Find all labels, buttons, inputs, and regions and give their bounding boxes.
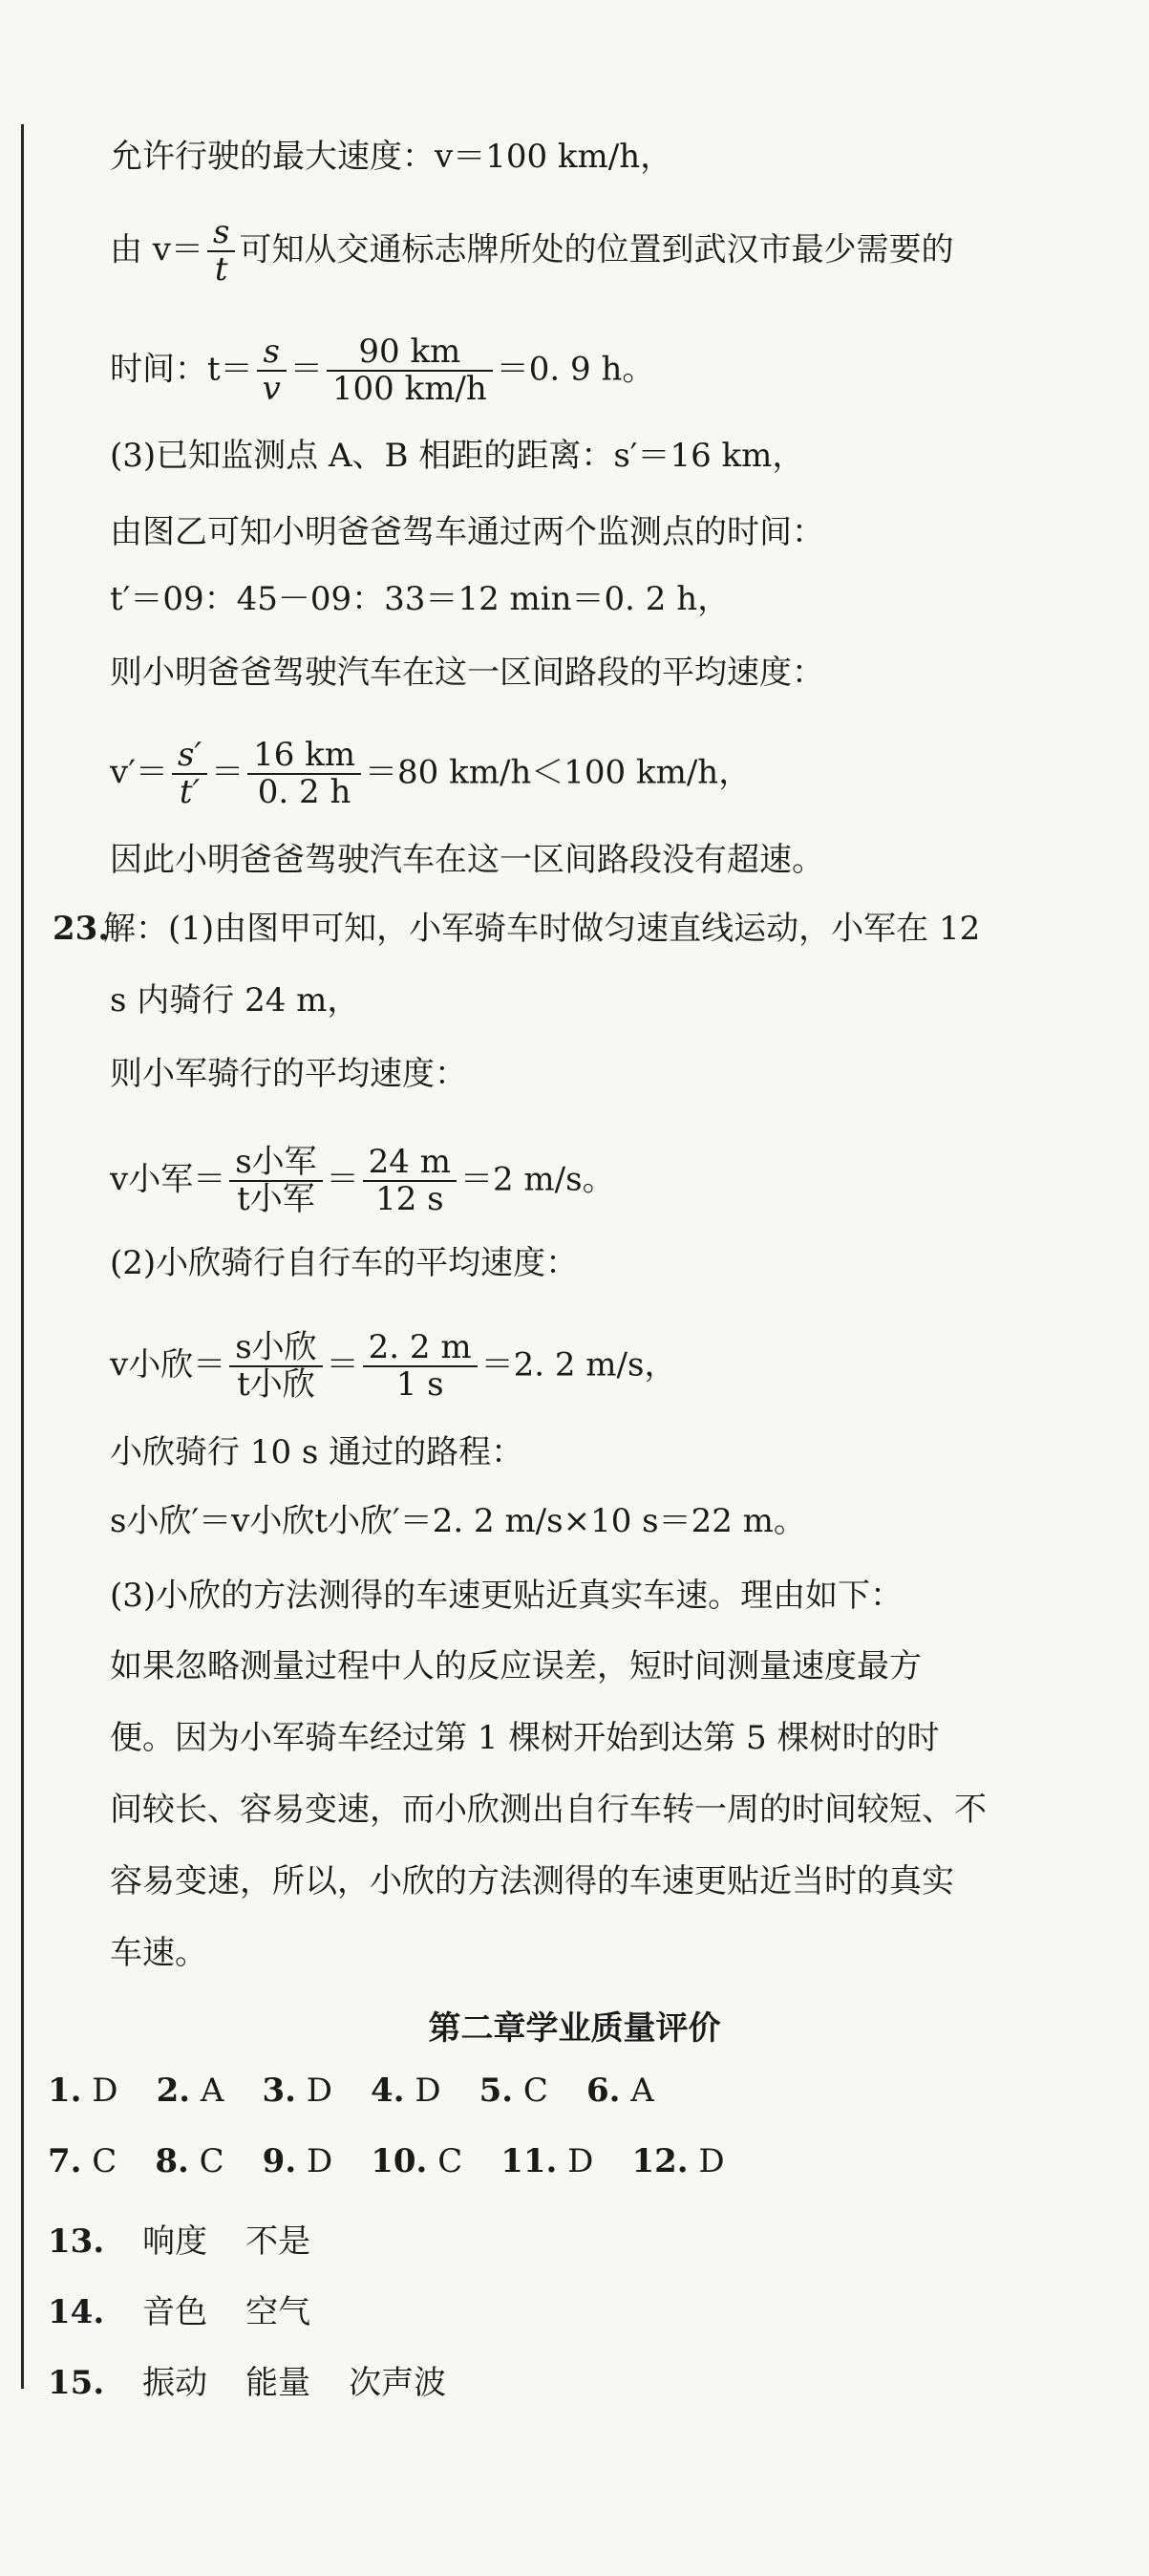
fraction: $\frac{\text{s小军}}{\text{t小军}}$ [229, 1145, 322, 1218]
fraction: $\frac{\text{s小欣}}{\text{t小欣}}$ [229, 1330, 322, 1404]
answer-number: 10. [371, 2142, 428, 2180]
question-number: 23. [53, 910, 110, 948]
answer-number: 11. [500, 2142, 558, 2180]
text-line: 小欣骑行 10 s 通过的路程： [110, 1433, 524, 1471]
text-line: (2)小欣骑行自行车的平均速度： [110, 1244, 579, 1282]
text-line: 由图乙可知小明爸爸驾车通过两个监测点的时间： [110, 513, 824, 551]
answer-number: 9. [262, 2142, 297, 2180]
text-line: t′＝09：45－09：33＝12 min＝0. 2 h， [110, 580, 731, 618]
fill-answer-row [48, 2215, 310, 2262]
answer-choice: A [190, 2072, 224, 2110]
answer-text: 空气 [245, 2293, 311, 2331]
answer-number: 13. [48, 2222, 105, 2261]
text-line: v小欣＝ $\frac{\text{s小欣}}{\text{t小欣}}$ ＝ $\frac{2. 2 m}{1 s}$ ＝2. 2 m/s， [110, 1328, 677, 1405]
text-line: 便。因为小军骑车经过第 1 棵树开始到达第 5 棵树时的时 [110, 1719, 940, 1757]
answer-choice: D [295, 2072, 333, 2110]
text-line: (3)小欣的方法测得的车速更贴近真实车速。理由如下： [110, 1577, 904, 1615]
answer-text: 次声波 [349, 2364, 447, 2402]
answer-row [48, 2142, 725, 2180]
text-line: 由 v＝ $\frac{s}{t}$ 可知从交通标志牌所处的位置到武汉市最少需要的 [110, 213, 954, 290]
answer-text: 响度 [142, 2222, 208, 2261]
answer-number: 2. [156, 2072, 191, 2110]
answer-choice: C [427, 2142, 463, 2180]
answer-choice: D [688, 2142, 725, 2180]
text-line: 则小军骑行的平均速度： [110, 1055, 467, 1093]
answer-text: 音色 [142, 2293, 208, 2331]
fraction: $\frac{90 km}{100 km/h}$ [327, 334, 493, 408]
answer-number: 3. [262, 2072, 296, 2110]
answer-number: 15. [48, 2364, 105, 2402]
text-line: 允许行驶的最大速度：v＝100 km/h， [110, 138, 673, 176]
answer-choice: D [81, 2072, 118, 2110]
text-line: s 内骑行 24 m， [110, 981, 360, 1020]
answer-number: 12. [631, 2142, 689, 2180]
text-line: 因此小明爸爸驾驶汽车在这一区间路段没有超速。 [110, 841, 824, 879]
answer-choice: A [620, 2072, 654, 2110]
answer-number: 7. [48, 2142, 82, 2180]
answer-choice: C [81, 2142, 117, 2180]
text-line: 车速。 [110, 1934, 207, 1972]
fraction: $\frac{s}{v}$ [257, 334, 287, 408]
text-line: v小军＝ $\frac{\text{s小军}}{\text{t小军}}$ ＝ $\frac{24 m}{12 s}$ ＝2 m/s。 [110, 1143, 615, 1219]
answer-number: 8. [155, 2142, 189, 2180]
answer-choice: C [188, 2142, 224, 2180]
section-title: 第二章学业质量评价 [428, 2009, 721, 2048]
text-line: 容易变速，所以，小欣的方法测得的车速更贴近当时的真实 [110, 1862, 954, 1900]
fraction: $\frac{16 km}{0. 2 h}$ [247, 738, 361, 811]
answer-number: 1. [48, 2072, 82, 2110]
fill-answer-row [48, 2356, 446, 2403]
answer-choice: D [404, 2072, 441, 2110]
text-line: (3)已知监测点 A、B 相距的距离：s′＝16 km， [110, 437, 805, 475]
answer-text: 能量 [245, 2364, 311, 2402]
text-line: 解：(1)由图甲可知，小军骑车时做匀速直线运动，小军在 12 [103, 910, 981, 948]
text-line: s小欣′＝v小欣t小欣′＝2. 2 m/s×10 s＝22 m。 [110, 1502, 806, 1540]
answer-choice: D [296, 2142, 333, 2180]
text-line: 则小明爸爸驾驶汽车在这一区间路段的平均速度： [110, 654, 824, 692]
fraction: $\frac{24 m}{12 s}$ [363, 1145, 457, 1218]
answer-number: 4. [371, 2072, 405, 2110]
text-line: 间较长、容易变速，而小欣测出自行车转一周的时间较短、不 [110, 1791, 987, 1829]
answer-text: 不是 [245, 2222, 311, 2261]
answer-choice: D [557, 2142, 594, 2180]
fraction: $\frac{s'}{t'}$ [172, 738, 207, 811]
answer-number: 14. [48, 2293, 105, 2331]
fraction: $\frac{s}{t}$ [207, 215, 235, 289]
text-line: v′＝ $\frac{s'}{t'}$ ＝ $\frac{16 km}{0. 2 h}$ ＝80 km/h＜100 km/h， [110, 736, 752, 812]
margin-rule [21, 124, 24, 2389]
answer-row [48, 2072, 654, 2110]
fill-answer-row [48, 2286, 310, 2332]
answer-choice: C [513, 2072, 548, 2110]
answer-text: 振动 [142, 2364, 208, 2402]
text-line: 时间：t＝ $\frac{s}{v}$ ＝ $\frac{90 km}{100 km/h}$ ＝0. 9 h。 [110, 333, 655, 409]
fraction: $\frac{2. 2 m}{1 s}$ [363, 1330, 478, 1404]
answer-number: 5. [479, 2072, 514, 2110]
text-line: 如果忽略测量过程中人的反应误差，短时间测量速度最方 [110, 1647, 922, 1685]
answer-number: 6. [585, 2072, 621, 2110]
